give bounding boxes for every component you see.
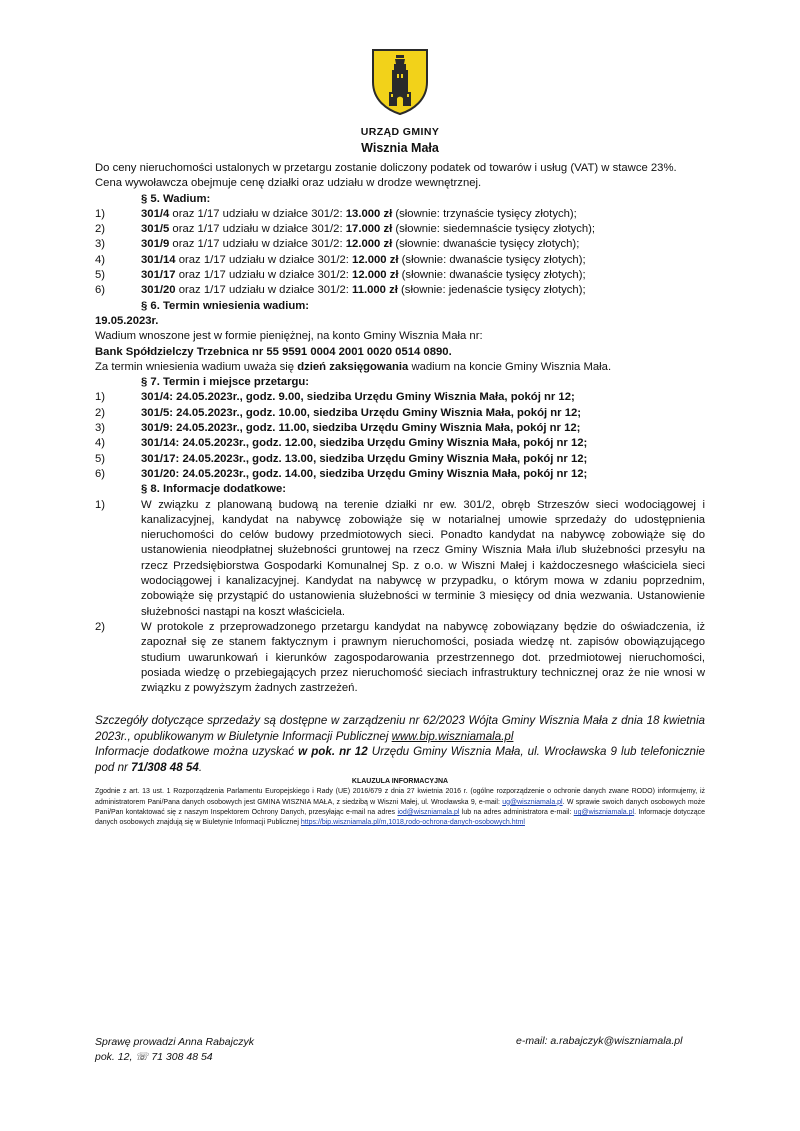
auction-schedule: 301/9: 24.05.2023r., godz. 11.00, siedziba Urzędu Gminy Wisznia Mała, pokój nr 12;	[141, 422, 581, 435]
email-ug-link[interactable]: ug@wiszniamala.pl	[502, 798, 563, 806]
item-number: 2)	[95, 223, 106, 236]
item-text	[141, 452, 705, 467]
item-number: 2)	[95, 406, 106, 419]
bip-link[interactable]: www.bip.wiszniamala.pl	[391, 729, 514, 743]
office-location: Wisznia Mała	[361, 141, 439, 155]
item-number: 4)	[95, 437, 106, 450]
item-text	[141, 237, 705, 252]
details-paragraph: Szczegóły dotyczące sprzedaży są dostępne w zarządzeniu nr 62/2023 Wójta Gminy Wisznia Mała z dnia 18 kwietnia 2023r., opublikowanym w Biuletynie Informacji Publicznej www.bip.wiszniamala.pl Informacje dodatkowe można uzyskać w pok. nr 12 Urzędu Gminy Wisznia Mała, ul. Wrocławska 9 lub telefonicznie pod nr 71/308 48 54.	[95, 714, 705, 774]
plot-number: 301/20	[141, 284, 176, 297]
section-6-title: § 6. Termin wniesienia wadium:	[141, 299, 310, 312]
plot-number: 301/17	[141, 269, 176, 282]
amount-words: (słownie: dwanaście tysięcy złotych);	[398, 269, 586, 282]
amount-words: (słownie: dwanaście tysięcy złotych);	[392, 238, 580, 251]
wadium-amount: 17.000 zł	[345, 223, 393, 236]
auction-schedule: 301/5: 24.05.2023r., godz. 10.00, siedziba Urzędu Gminy Wisznia Mała, pokój nr 12;	[141, 406, 582, 419]
amount-words: (słownie: siedemnaście tysięcy złotych);	[392, 223, 596, 236]
bank-account: Bank Spółdzielczy Trzebnica nr 55 9591 0004 2001 0020 0514 0890.	[95, 345, 452, 358]
item-text	[141, 268, 705, 283]
item-number: 4)	[95, 253, 106, 266]
wadium-deadline: Za termin wniesienia wadium uważa się dzień zaksięgowania wadium na koncie Gminy Wisznia Mała.	[95, 360, 612, 373]
wadium-amount: 12.000 zł	[345, 238, 393, 251]
amount-words: (słownie: trzynaście tysięcy złotych);	[392, 207, 577, 220]
item-number: 5)	[95, 269, 106, 282]
auction-item	[95, 421, 705, 436]
section-8-list	[95, 498, 705, 697]
intro-vat: Do ceny nieruchomości ustalonych w przetargu zostanie doliczony podatek od towarów i usług (VAT) w stawce 23%.	[95, 162, 677, 174]
section-7-title: § 7. Termin i miejsce przetargu:	[141, 376, 310, 389]
wadium-date: 19.05.2023r.	[95, 314, 159, 327]
klauzula-title: KLAUZULA INFORMACYJNA	[351, 778, 449, 786]
plot-share: oraz 1/17 udziału w działce 301/2:	[169, 238, 346, 251]
intro-price: Cena wywoławcza obejmuje cenę działki oraz udziału w drodze wewnętrznej.	[95, 177, 482, 190]
item-number: 1)	[95, 391, 106, 404]
footer-email[interactable]: e-mail: a.rabajczyk@wiszniamala.pl	[516, 1035, 683, 1047]
section-5-title: § 5. Wadium:	[141, 192, 211, 205]
section-7-list	[95, 390, 705, 482]
wadium-item	[95, 237, 705, 252]
item-number: 1)	[95, 498, 106, 511]
item-number: 3)	[95, 422, 106, 435]
plot-number: 301/14	[141, 253, 176, 266]
plot-share: oraz 1/17 udziału w działce 301/2:	[175, 253, 353, 266]
wadium-item	[95, 222, 705, 237]
auction-schedule: 301/17: 24.05.2023r., godz. 13.00, siedziba Urzędu Gminy Wisznia Mała, pokój nr 12;	[141, 452, 588, 465]
wadium-amount: 13.000 zł	[345, 207, 393, 220]
footer-handler: Sprawę prowadzi Anna Rabajczyk	[95, 1036, 254, 1048]
auction-schedule: 301/4: 24.05.2023r., godz. 9.00, siedziba Urzędu Gminy Wisznia Mała, pokój nr 12;	[141, 391, 575, 404]
item-text	[141, 421, 705, 436]
footer-room-phone: pok. 12, ☏ 71 308 48 54	[95, 1051, 213, 1063]
office-name: URZĄD GMINY	[360, 126, 440, 138]
item-text	[141, 283, 705, 298]
rodo-link[interactable]: https://bip.wiszniamala.pl/m,1018,rodo-ochrona-danych-osobowych.html	[300, 819, 525, 827]
auction-schedule: 301/14: 24.05.2023r., godz. 12.00, siedziba Urzędu Gminy Wisznia Mała, pokój nr 12;	[141, 437, 588, 450]
auction-schedule: 301/20: 24.05.2023r., godz. 14.00, siedziba Urzędu Gminy Wisznia Mała, pokój nr 12;	[141, 467, 588, 480]
item-number: 6)	[95, 284, 106, 297]
item-text	[141, 406, 705, 421]
footer-contact	[95, 1035, 254, 1065]
section-5-list	[95, 207, 705, 299]
amount-words: (słownie: dwanaście tysięcy złotych);	[398, 253, 586, 266]
wadium-item	[95, 268, 705, 283]
auction-item	[95, 436, 705, 451]
auction-item	[95, 406, 705, 421]
item-number: 6)	[95, 467, 106, 480]
plot-share: oraz 1/17 udziału w działce 301/2:	[175, 284, 353, 297]
wadium-amount: 12.000 zł	[352, 269, 399, 282]
plot-share: oraz 1/17 udziału w działce 301/2:	[169, 223, 346, 236]
klauzula-text: Zgodnie z art. 13 ust. 1 Rozporządzenia Parlamentu Europejskiego i Rady (UE) 2016/679 z dnia 27 kwietnia 2016 r. (ogólne rozporządzenie o ochronie danych zwane RODO) informujemy, iż administratorem Pani/Pana danych osobowych jest GMINA WISZNIA MAŁA, z siedzibą w Wiszni Małej, ul. Wrocławska 9, e-mail: ug@wiszniamala.pl. W sprawie swoich danych osobowych może Pani/Pan kontaktować się z naszym Inspektorem Ochrony Danych, przesyłając e-mail na adres iod@wiszniamala.pl lub na adres administratora e-mail: ug@wiszniamala.pl. Informacje dotyczące danych osobowych znajdują się w Biuletynie Informacji Publicznej https://bip.wiszniamala.pl/m,1018,rodo-ochrona-danych-osobowych.html	[95, 788, 706, 827]
phone-icon: ☏	[135, 1051, 149, 1063]
document-body	[95, 161, 705, 829]
email-iod-link[interactable]: iod@wiszniamala.pl	[397, 808, 460, 816]
plot-share: oraz 1/17 udziału w działce 301/2:	[169, 207, 346, 220]
item-text: W protokole z przeprowadzonego przetargu kandydat na nabywcę zobowiązany będzie do oświadczenia, iż zapoznał się ze stanem faktycznym i prawnym nieruchomości, posiada wiedzę nt. zapisów obowiązującego studium uwarunkowań i kierunków zagospodarowania przestrzennego dot. przedmiotowej nieruchomości, posiada wiedzę o przebiegających przez nieruchomość sieciach infrastruktury technicznej oraz że nie wnosi w związku z powyższym żadnych zastrzeżeń.	[141, 620, 705, 695]
wadium-amount: 11.000 zł	[352, 284, 398, 297]
wadium-item	[95, 207, 705, 222]
item-text	[141, 253, 705, 268]
plot-number: 301/4	[141, 207, 170, 220]
plot-number: 301/5	[141, 223, 170, 236]
item-text	[141, 436, 705, 451]
auction-item	[95, 467, 705, 482]
coat-of-arms-icon	[371, 48, 429, 116]
item-text	[141, 207, 705, 222]
plot-share: oraz 1/17 udziału w działce 301/2:	[175, 269, 353, 282]
item-number: 5)	[95, 452, 106, 465]
auction-item	[95, 452, 705, 467]
amount-words: (słownie: jedenaście tysięcy złotych);	[397, 284, 586, 297]
plot-number: 301/9	[141, 238, 170, 251]
email-admin-link[interactable]: ug@wiszniamala.pl	[573, 808, 635, 816]
item-text	[141, 390, 705, 405]
item-text	[141, 222, 705, 237]
auction-item	[95, 390, 705, 405]
info-item	[95, 620, 705, 696]
wadium-item	[95, 283, 705, 298]
wadium-item	[95, 253, 705, 268]
wadium-amount: 12.000 zł	[352, 253, 399, 266]
item-text	[141, 467, 705, 482]
item-number: 2)	[95, 620, 106, 633]
section-8-title: § 8. Informacje dodatkowe:	[141, 483, 287, 496]
info-item	[95, 498, 705, 620]
item-text: W związku z planowaną budową na terenie działki nr ew. 301/2, obręb Strzeszów sieci wodociągowej i kanalizacyjnej, kandydat na nabywcę zobowiąże się w notarialnej umowie sprzedaży do udostępnienia nieruchomości do celów budowy przedmiotowych sieci. Ponadto kandydat na nabywcę zobowiąże się do ustanowienia nieodpłatnej służebności gruntowej na rzecz Gminy Wisznia Mała i/lub służebności przesyłu na rzecz Przedsiębiorstwa Gospodarki Komunalnej Sp. z o.o. w Wiszni Małej i każdoczesnego właściciela sieci wodociągowej i kanalizacyjnej. Kandydat na nabywcę w przypadku, o którym mowa w zdaniu poprzednim, zobowiąże się przystąpić do ustanowienia służebności w terminie 3 miesięcy od dnia wezwania. Ustanowienie służebności nastąpi na koszt właściciela.	[141, 498, 705, 618]
item-number: 1)	[95, 207, 106, 220]
item-number: 3)	[95, 238, 106, 251]
wadium-form: Wadium wnoszone jest w formie pieniężnej, na konto Gminy Wisznia Mała nr:	[95, 330, 483, 343]
